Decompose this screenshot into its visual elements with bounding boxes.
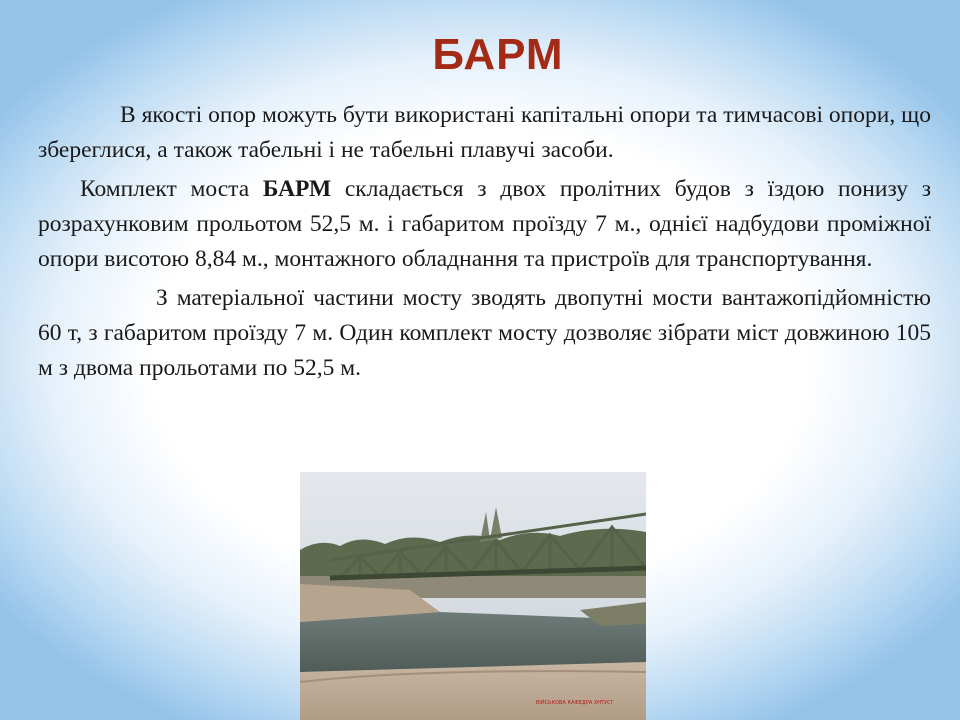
paragraph-kit-lead: Комплект моста	[80, 176, 263, 202]
paragraph-bridge-capacity: З матеріальної частини мосту зводять двопутні мости вантажопідйомністю 60 т, з габаритом проїзду 7 м. Один комплект мосту дозволяє зібрати міст довжиною 105 м з двома прольотами по 52,5 м.	[38, 285, 931, 381]
photo-watermark: ВІЙСЬКОВА КАФЕДРА ХНТУСГ	[536, 700, 614, 706]
bridge-photo	[300, 472, 646, 720]
slide-body	[38, 98, 931, 390]
bridge-photo-icon	[300, 472, 646, 720]
paragraph-kit-rest: складається з двох пролітних будов з їздою понизу з розрахунковим прольотом 52,5 м. і габаритом проїзду 7 м., однієї надбудови проміжної опори висотою 8,84 м., монтажного обладнання та пристроїв для транспортування.	[38, 176, 931, 272]
paragraph-kit-bold-name: БАРМ	[262, 176, 332, 202]
paragraph-kit-composition	[38, 172, 931, 277]
slide-title: БАРМ	[432, 30, 564, 79]
paragraph-supports: В якості опор можуть бути використані капітальні опори та тимчасові опори, що збереглися, а також табельні і не табельні плавучі засоби.	[38, 102, 931, 163]
